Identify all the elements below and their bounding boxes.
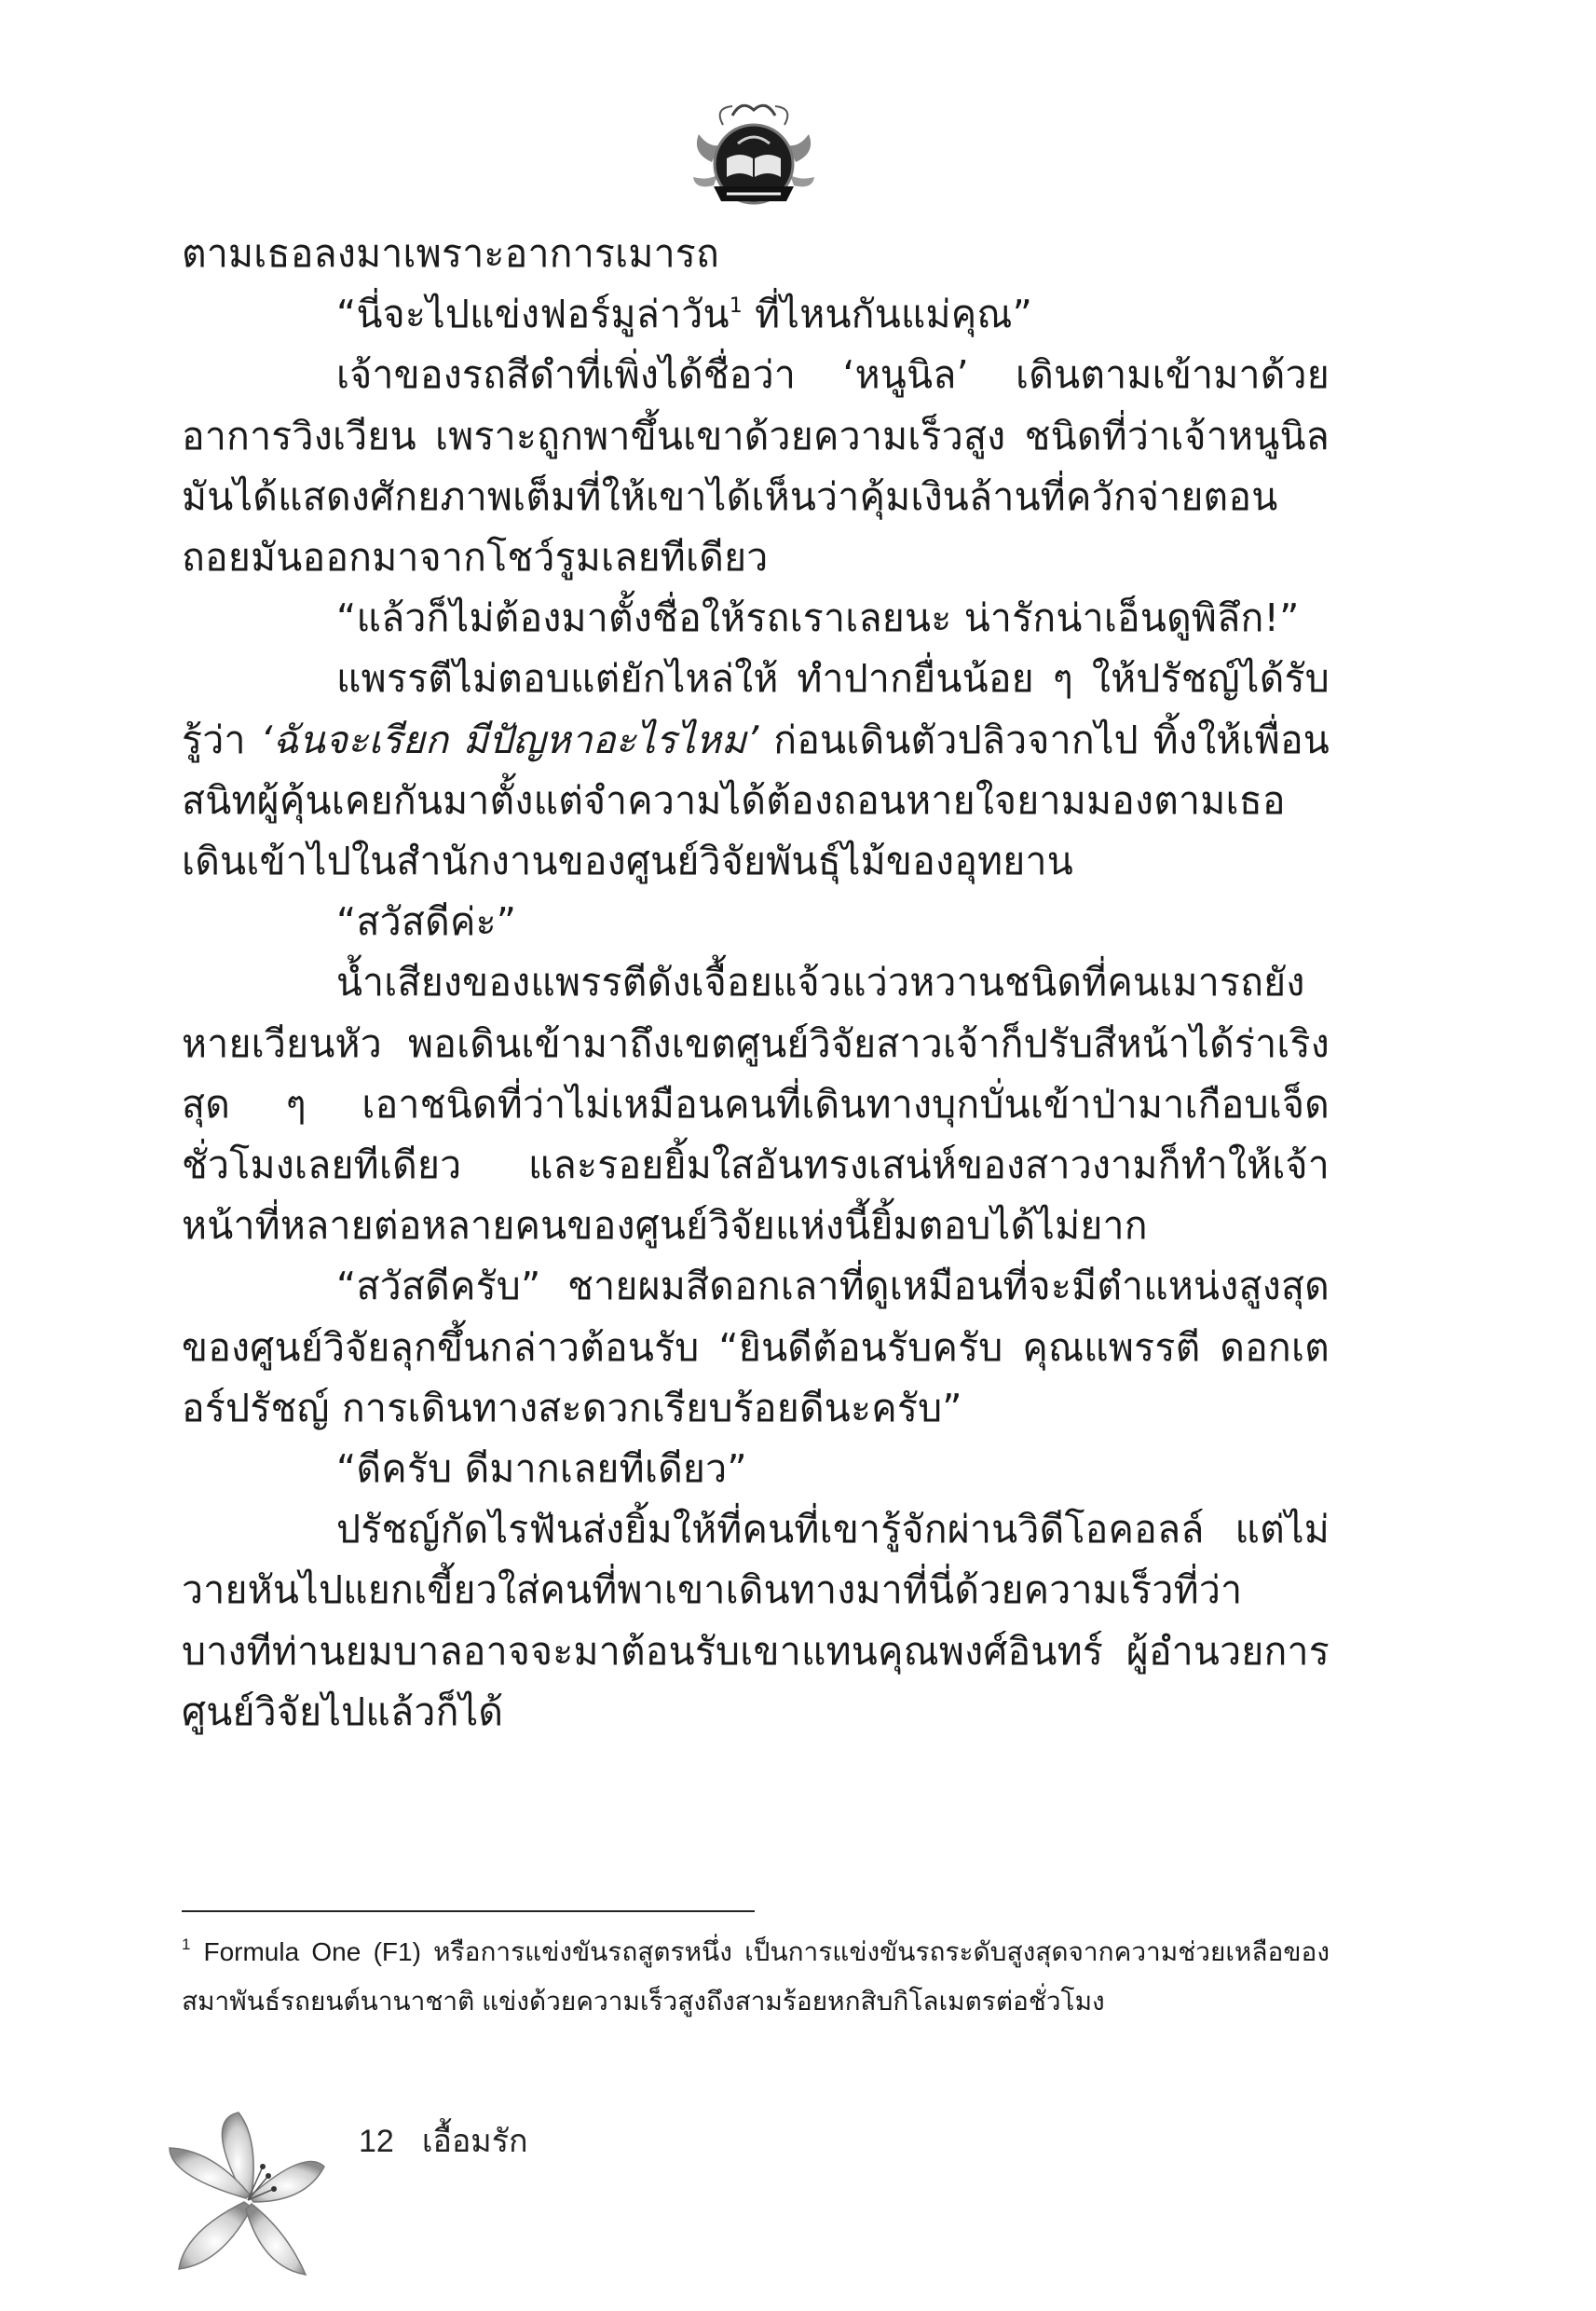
paragraph-text: น้ำเสียงของแพรรตีดังเจื้อยแจ้วแว่วหวานชนิดที่คนเมารถยังหายเวียนหัว พอเดินเข้ามาถึงเขตศูนย์วิจัยสาวเจ้าก็ปรับสีหน้าได้ร่าเริงสุด ๆ เอาชนิดที่ว่าไม่เหมือนคนที่เดินทางบุกบั่นเข้าป่ามาเกือบเจ็ดชั่วโมงเลยทีเดียว และรอยยิ้มใสอันทรงเสน่ห์ของสาวงามก็ทำให้เจ้าหน้าที่หลายต่อหลายคนของศูนย์วิจัยแห่งนี้ยิ้มตอบได้ไม่ยาก	[182, 960, 1330, 1249]
paragraph	[182, 649, 1330, 892]
paragraph-text: “นี่จะไปแข่งฟอร์มูล่าวัน	[336, 292, 730, 337]
footnote-reference: 1	[729, 294, 743, 319]
paragraph-text: ที่ไหนกันแม่คุณ”	[742, 292, 1033, 337]
paragraph	[182, 345, 1330, 588]
paragraph	[182, 588, 1330, 649]
paragraph-text: “สวัสดีค่ะ”	[336, 899, 517, 945]
paragraph	[182, 224, 1330, 284]
paragraph-text: แพรรตีไม่ตอบแต่ยักไหล่ให้ ทำปากยื่นน้อย ๆ ให้ปรัชญ์ได้รับรู้ว่า	[182, 656, 1330, 762]
paragraph-text: ปรัชญ์กัดไรฟันส่งยิ้มให้ที่คนที่เขารู้จักผ่านวิดีโอคอลล์ แต่ไม่วายหันไปแยกเขี้ยวใส่คนที่พาเขาเดินทางมาที่นี่ด้วยความเร็วที่ว่าบางทีท่านยมบาลอาจจะมาต้อนรับเขาแทนคุณพงศ์อินทร์ ผู้อำนวยการศูนย์วิจัยไปแล้วก็ได้	[182, 1507, 1330, 1734]
chapter-body	[182, 224, 1330, 1743]
footnote	[182, 1927, 1330, 2026]
paragraph-text: “สวัสดีครับ” ชายผมสีดอกเลาที่ดูเหมือนที่จะมีตำแหน่งสูงสุดของศูนย์วิจัยลุกขึ้นกล่าวต้อนรับ “ยินดีต้อนรับครับ คุณแพรรตี ดอกเตอร์ปรัชญ์ การเดินทางสะดวกเรียบร้อยดีนะครับ”	[182, 1264, 1330, 1430]
paragraph-text: ตามเธอลงมาเพราะอาการเมารถ	[182, 231, 720, 276]
paragraph	[182, 284, 1330, 345]
paragraph	[182, 892, 1330, 952]
paragraph	[182, 952, 1330, 1256]
paragraph	[182, 1439, 1330, 1499]
lily-flower-icon	[166, 2111, 326, 2277]
paragraph-text: ก่อนเดินตัวปลิวจากไป ทิ้งให้เพื่อนสนิทผู้คุ้นเคยกันมาตั้งแต่จำความได้ต้องถอนหายใจยามมองตามเธอเดินเข้าไปในสำนักงานของศูนย์วิจัยพันธุ์ไม้ของอุทยาน	[182, 717, 1330, 884]
book-title: เอื้อมรัก	[421, 2124, 528, 2159]
paragraph	[182, 1256, 1330, 1439]
paragraph-text: “แล้วก็ไม่ต้องมาตั้งชื่อให้รถเราเลยนะ น่ารักน่าเอ็นดูพิลึก!”	[336, 595, 1300, 641]
footnote-text: Formula One (F1) หรือการแข่งขันรถสูตรหนึ่ง เป็นการแข่งขันรถระดับสูงสุดจากความช่วยเหลือของสมาพันธ์รถยนต์นานาชาติ แข่งด้วยความเร็วสูงถึงสามร้อยหกสิบกิโลเมตรต่อชั่วโมง	[182, 1937, 1330, 2016]
book-emblem-icon	[686, 97, 822, 216]
footnote-divider	[182, 1910, 755, 1912]
paragraph-text: “ดีครับ ดีมากเลยทีเดียว”	[336, 1446, 747, 1492]
footnote-marker: 1	[182, 1935, 191, 1953]
italic-thought: ‘ฉันจะเรียก มีปัญหาอะไรไหม’	[260, 717, 759, 762]
page-number: 12	[359, 2124, 394, 2159]
page-folio	[359, 2123, 528, 2160]
paragraph	[182, 1499, 1330, 1743]
paragraph-text: เจ้าของรถสีดำที่เพิ่งได้ชื่อว่า ‘หนูนิล’ เดินตามเข้ามาด้วยอาการวิงเวียน เพราะถูกพาขึ้นเขาด้วยความเร็วสูง ชนิดที่ว่าเจ้าหนูนิลมันได้แสดงศักยภาพเต็มที่ให้เขาได้เห็นว่าคุ้มเงินล้านที่ควักจ่ายตอนถอยมันออกมาจากโชว์รูมเลยทีเดียว	[182, 352, 1330, 581]
